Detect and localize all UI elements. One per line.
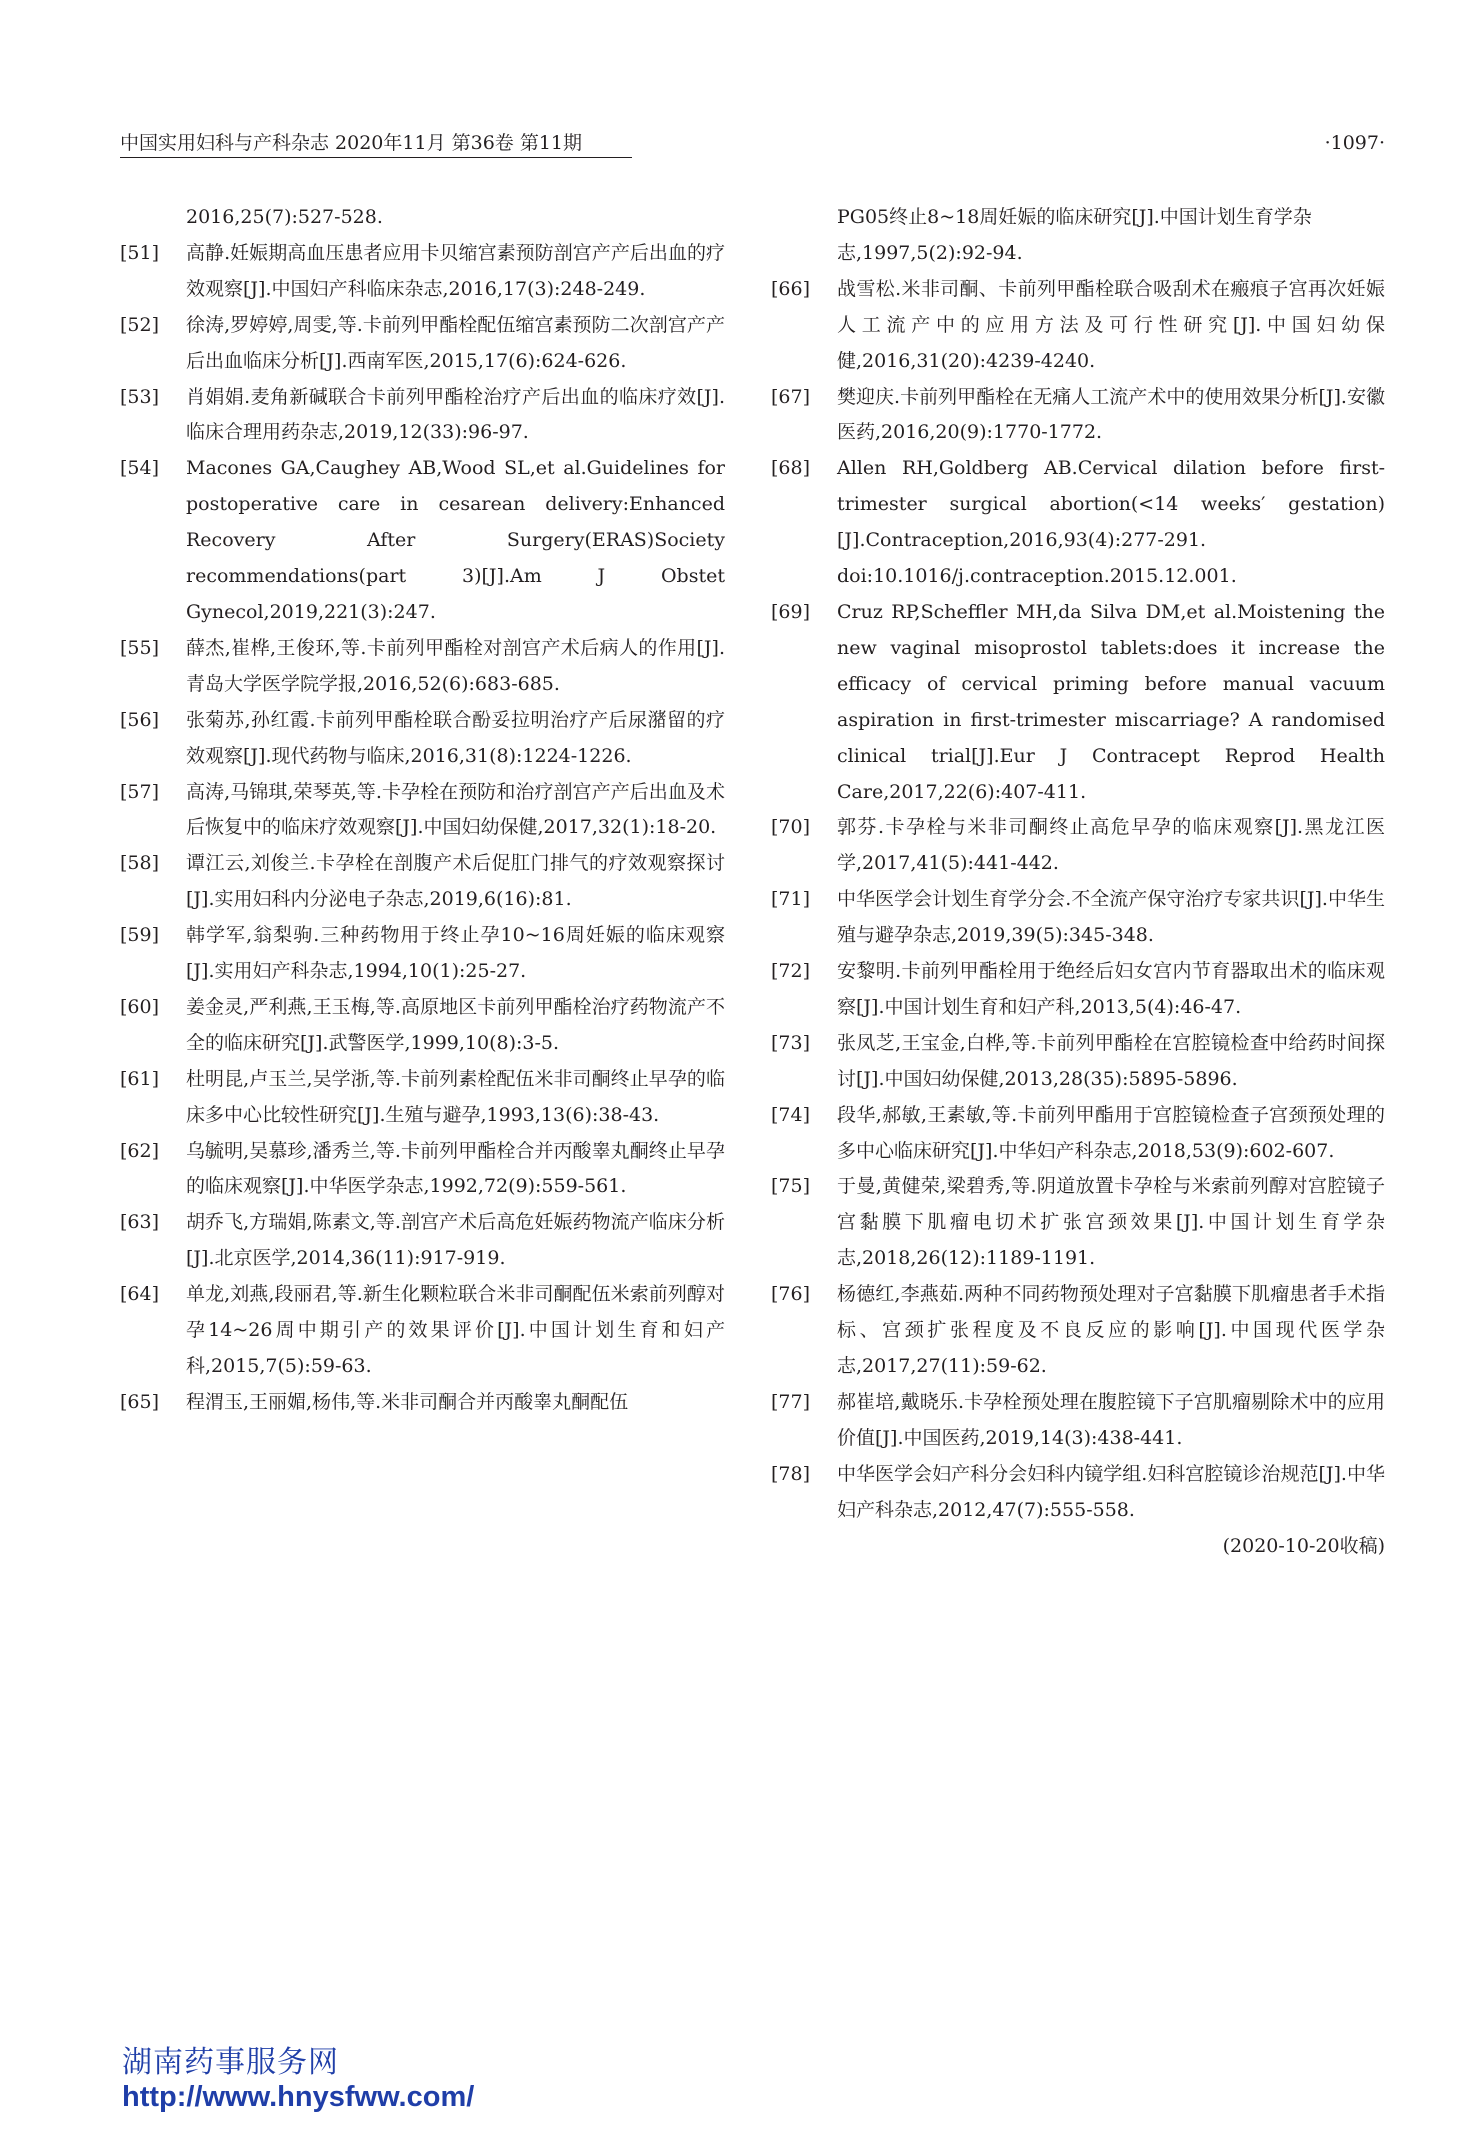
reference-text: 张凤芝,王宝金,白桦,等.卡前列甲酯栓在宫腔镜检查中给药时间探讨[J].中国妇幼保健,2013,28(35):5895-5896. [837, 1031, 1385, 1090]
reference-item [771, 810, 1385, 882]
reference-number: [53] [120, 385, 160, 408]
reference-number: [70] [771, 816, 811, 839]
reference-item [120, 990, 725, 1062]
left-column [120, 200, 725, 1421]
reference-number: [60] [120, 995, 160, 1018]
reference-text: 高涛,马锦琪,荣琴英,等.卡孕栓在预防和治疗剖宫产产后出血及术后恢复中的临床疗效观察[J].中国妇幼保健,2017,32(1):18-20. [186, 780, 725, 839]
reference-text: 杜明昆,卢玉兰,吴学浙,等.卡前列素栓配伍米非司酮终止早孕的临床多中心比较性研究[J].生殖与避孕,1993,13(6):38-43. [186, 1067, 725, 1126]
reference-text: 肖娟娟.麦角新碱联合卡前列甲酯栓治疗产后出血的临床疗效[J].临床合理用药杂志,2019,12(33):96-97. [186, 385, 725, 444]
reference-number: [61] [120, 1067, 160, 1090]
reference-continuation: 2016,25(7):527-528. [186, 206, 383, 228]
right-column [771, 200, 1385, 1564]
reference-number: [55] [120, 636, 160, 659]
reference-item [120, 846, 725, 918]
header-underline [120, 157, 632, 158]
reference-text: 中华医学会妇产科分会妇科内镜学组.妇科宫腔镜诊治规范[J].中华妇产科杂志,2012,47(7):555-558. [837, 1462, 1385, 1521]
reference-number: [57] [120, 780, 160, 803]
reference-item [771, 1026, 1385, 1098]
watermark [122, 2045, 474, 2114]
reference-text: 樊迎庆.卡前列甲酯栓在无痛人工流产术中的使用效果分析[J].安徽医药,2016,20(9):1770-1772. [837, 385, 1385, 444]
reference-text: 谭江云,刘俊兰.卡孕栓在剖腹产术后促肛门排气的疗效观察探讨[J].实用妇科内分泌电子杂志,2019,6(16):81. [186, 852, 725, 911]
reference-text: Cruz RP,Scheffler MH,da Silva DM,et al.Moistening the new vaginal misoprostol tablets:does it increase the efficacy of cervical priming before manual vacuum aspiration in first-trimester miscarriage? A randomised clinical trial[J].Eur J Contracept Reprod Health Care,2017,22(6):407-411. [837, 600, 1385, 803]
reference-item [120, 380, 725, 452]
reference-number: [69] [771, 600, 811, 623]
reference-number: [59] [120, 924, 160, 947]
reference-text: 中华医学会计划生育学分会.不全流产保守治疗专家共识[J].中华生殖与避孕杂志,2019,39(5):345-348. [837, 888, 1385, 947]
reference-text: 张菊苏,孙红霞.卡前列甲酯栓联合酚妥拉明治疗产后尿潴留的疗效观察[J].现代药物与临床,2016,31(8):1224-1226. [186, 708, 725, 767]
watermark-site-name: 湖南药事服务网 [122, 2045, 339, 2080]
reference-continuation: PG05终止8~18周妊娠的临床研究[J].中国计划生育学杂志,1997,5(2):92-94. [837, 206, 1312, 264]
reference-text: 安黎明.卡前列甲酯栓用于绝经后妇女宫内节育器取出术的临床观察[J].中国计划生育和妇产科,2013,5(4):46-47. [837, 960, 1385, 1018]
reference-item [120, 1277, 725, 1385]
reference-item [771, 272, 1385, 380]
reference-text: 高静.妊娠期高血压患者应用卡贝缩宫素预防剖宫产产后出血的疗效观察[J].中国妇产科临床杂志,2016,17(3):248-249. [186, 241, 725, 300]
reference-text: 薛杰,崔桦,王俊环,等.卡前列甲酯栓对剖宫产术后病人的作用[J].青岛大学医学院学报,2016,52(6):683-685. [186, 636, 725, 695]
reference-item [120, 236, 725, 308]
received-date: (2020-10-20收稿) [1222, 1534, 1385, 1557]
reference-item [120, 918, 725, 990]
reference-item [771, 451, 1385, 595]
reference-number: [73] [771, 1031, 811, 1054]
reference-number: [64] [120, 1283, 160, 1306]
reference-number: [51] [120, 241, 160, 264]
reference-number: [54] [120, 457, 160, 480]
watermark-url[interactable]: http://www.hnysfww.com/ [122, 2081, 475, 2113]
reference-number: [74] [771, 1103, 811, 1126]
reference-item [771, 954, 1385, 1026]
reference-number: [52] [120, 313, 160, 336]
reference-item [771, 380, 1385, 452]
reference-text: 乌毓明,吴慕珍,潘秀兰,等.卡前列甲酯栓合并丙酸睾丸酮终止早孕的临床观察[J].中华医学杂志,1992,72(9):559-561. [186, 1139, 725, 1198]
reference-item [771, 882, 1385, 954]
page-number: ·1097· [1324, 132, 1385, 154]
reference-item [120, 308, 725, 380]
reference-item [771, 595, 1385, 810]
reference-text: 韩学军,翁梨驹.三种药物用于终止孕10~16周妊娠的临床观察[J].实用妇产科杂志,1994,10(1):25-27. [186, 924, 725, 983]
reference-number: [62] [120, 1139, 160, 1162]
reference-item [120, 1134, 725, 1206]
reference-text: 程渭玉,王丽媚,杨伟,等.米非司酮合并丙酸睾丸酮配伍 [186, 1390, 629, 1413]
reference-number: [71] [771, 888, 811, 911]
reference-item [120, 1062, 725, 1134]
reference-item [771, 1169, 1385, 1277]
reference-number: [78] [771, 1462, 811, 1485]
reference-number: [65] [120, 1390, 160, 1413]
reference-item [120, 631, 725, 703]
reference-number: [72] [771, 960, 811, 983]
reference-number: [66] [771, 277, 811, 300]
reference-text: 郝崔培,戴晓乐.卡孕栓预处理在腹腔镜下子宫肌瘤剔除术中的应用价值[J].中国医药,2019,14(3):438-441. [837, 1390, 1385, 1449]
reference-text: 徐涛,罗婷婷,周雯,等.卡前列甲酯栓配伍缩宫素预防二次剖宫产产后出血临床分析[J].西南军医,2015,17(6):624-626. [186, 313, 725, 372]
reference-text: Macones GA,Caughey AB,Wood SL,et al.Guidelines for postoperative care in cesarean delivery:Enhanced Recovery After Surgery(ERAS)Society recommendations(part 3)[J].Am J Obstet Gynecol,2019,221(3):247. [186, 457, 725, 623]
reference-text: 战雪松.米非司酮、卡前列甲酯栓联合吸刮术在瘢痕子宫再次妊娠人工流产中的应用方法及可行性研究[J].中国妇幼保健,2016,31(20):4239-4240. [837, 277, 1385, 372]
reference-text: Allen RH,Goldberg AB.Cervical dilation before first-trimester surgical abortion(<14 weeks′ gestation)[J].Contraception,2016,93(4):277-291. doi:10.1016/j.contraception.2015.12.001. [837, 457, 1385, 588]
reference-number: [68] [771, 457, 811, 480]
running-header [120, 128, 1385, 158]
reference-item [120, 1205, 725, 1277]
reference-text: 胡乔飞,方瑞娟,陈素文,等.剖宫产术后高危妊娠药物流产临床分析[J].北京医学,2014,36(11):917-919. [186, 1211, 725, 1270]
reference-text: 姜金灵,严利燕,王玉梅,等.高原地区卡前列甲酯栓治疗药物流产不全的临床研究[J].武警医学,1999,10(8):3-5. [186, 995, 725, 1054]
reference-number: [76] [771, 1283, 811, 1306]
reference-number: [77] [771, 1390, 811, 1413]
reference-item [771, 1385, 1385, 1457]
reference-item [120, 1385, 725, 1421]
reference-item [771, 1098, 1385, 1170]
reference-text: 郭芬.卡孕栓与米非司酮终止高危早孕的临床观察[J].黑龙江医学,2017,41(5):441-442. [837, 816, 1385, 875]
reference-number: [67] [771, 385, 811, 408]
reference-number: [63] [120, 1211, 160, 1234]
reference-text: 单龙,刘燕,段丽君,等.新生化颗粒联合米非司酮配伍米索前列醇对孕14~26周中期引产的效果评价[J].中国计划生育和妇产科,2015,7(5):59-63. [186, 1283, 725, 1377]
reference-list-right [771, 272, 1385, 1529]
reference-number: [56] [120, 708, 160, 731]
reference-number: [58] [120, 852, 160, 875]
reference-text: 段华,郝敏,王素敏,等.卡前列甲酯用于宫腔镜检查子宫颈预处理的多中心临床研究[J].中华妇产科杂志,2018,53(9):602-607. [837, 1103, 1385, 1162]
reference-item [771, 1277, 1385, 1385]
reference-text: 于曼,黄健荣,梁碧秀,等.阴道放置卡孕栓与米索前列醇对宫腔镜子宫黏膜下肌瘤电切术扩张宫颈效果[J].中国计划生育学杂志,2018,26(12):1189-1191. [837, 1175, 1385, 1270]
reference-text: 杨德红,李燕茹.两种不同药物预处理对子宫黏膜下肌瘤患者手术指标、宫颈扩张程度及不良反应的影响[J].中国现代医学杂志,2017,27(11):59-62. [837, 1283, 1385, 1377]
reference-item [120, 703, 725, 775]
reference-list-left [120, 236, 725, 1421]
reference-item [771, 1457, 1385, 1529]
reference-number: [75] [771, 1175, 811, 1198]
reference-item [120, 775, 725, 847]
journal-title: 中国实用妇科与产科杂志 2020年11月 第36卷 第11期 [120, 132, 583, 154]
reference-item [120, 451, 725, 631]
